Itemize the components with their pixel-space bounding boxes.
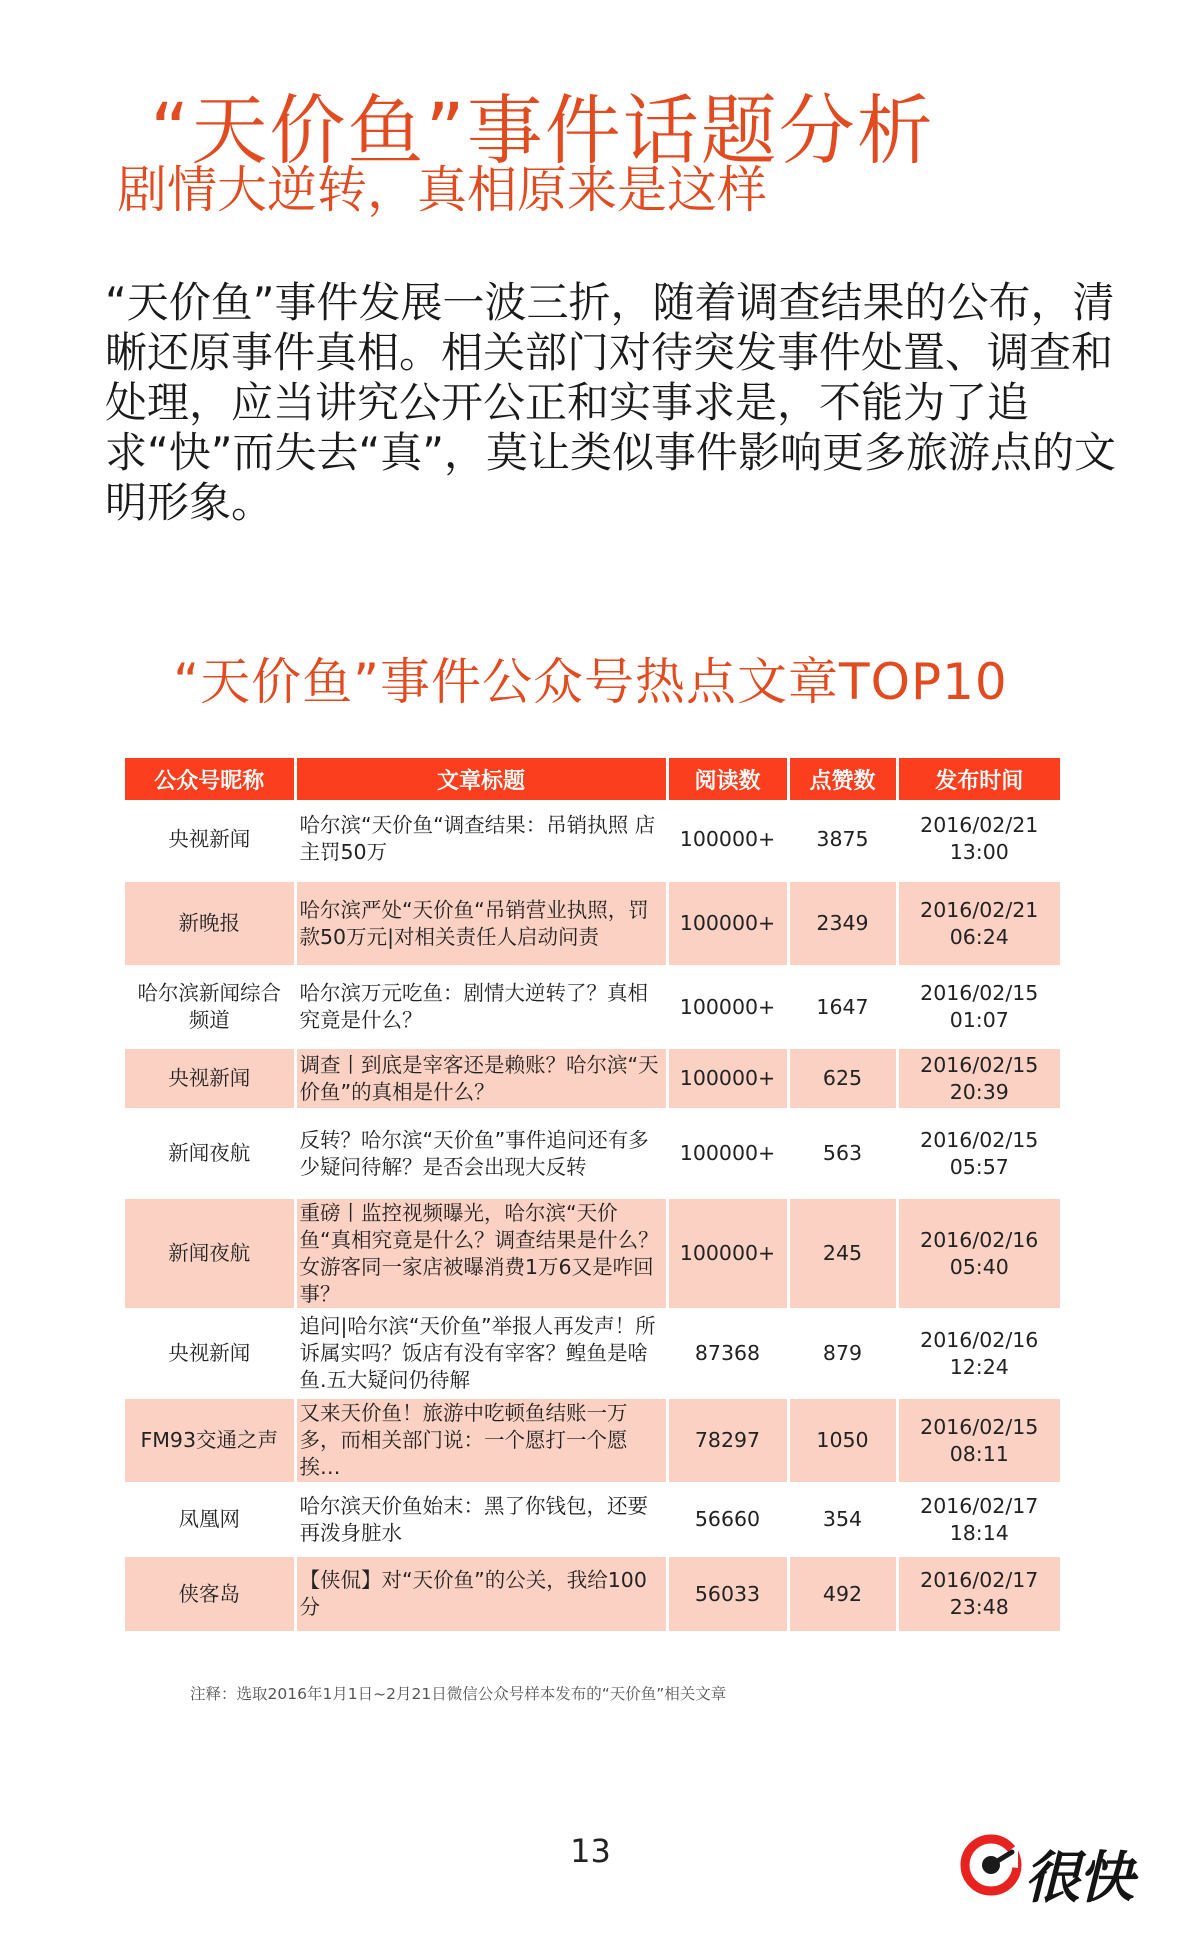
column-header-account: 公众号昵称 <box>125 758 295 800</box>
cell-account: 凤凰网 <box>125 1484 295 1555</box>
cell-title: 调查丨到底是宰客还是赖账？哈尔滨“天价鱼”的真相是什么？ <box>295 1047 667 1110</box>
cell-reads: 56660 <box>667 1484 788 1555</box>
cell-reads: 56033 <box>667 1555 788 1633</box>
table-row <box>125 1047 1060 1110</box>
cell-reads: 78297 <box>667 1397 788 1484</box>
cell-reads: 100000+ <box>667 1047 788 1110</box>
table-title: “天价鱼”事件公众号热点文章TOP10 <box>173 653 1008 711</box>
cell-account: 新闻夜航 <box>125 1110 295 1197</box>
table-row <box>125 1555 1060 1633</box>
page-subtitle: 剧情大逆转，真相原来是这样 <box>117 161 767 219</box>
cell-account: 侠客岛 <box>125 1555 295 1633</box>
cell-account: 哈尔滨新闻综合频道 <box>125 967 295 1047</box>
footnote: 注释：选取2016年1月1日~2月21日微信公众号样本发布的“天价鱼”相关文章 <box>190 1685 727 1703</box>
cell-time: 2016/02/16 05:40 <box>897 1197 1060 1310</box>
cell-account: 央视新闻 <box>125 1047 295 1110</box>
logo-mark-icon <box>960 1834 1022 1896</box>
cell-title: 哈尔滨万元吃鱼：剧情大逆转了？真相究竟是什么？ <box>295 967 667 1047</box>
cell-time: 2016/02/17 23:48 <box>897 1555 1060 1633</box>
cell-reads: 100000+ <box>667 967 788 1047</box>
cell-likes: 625 <box>788 1047 897 1110</box>
cell-time: 2016/02/15 05:57 <box>897 1110 1060 1197</box>
table-row <box>125 1310 1060 1397</box>
cell-likes: 245 <box>788 1197 897 1310</box>
table-row <box>125 880 1060 967</box>
cell-likes: 879 <box>788 1310 897 1397</box>
cell-time: 2016/02/16 12:24 <box>897 1310 1060 1397</box>
cell-time: 2016/02/21 06:24 <box>897 880 1060 967</box>
table-row <box>125 1397 1060 1484</box>
cell-time: 2016/02/21 13:00 <box>897 800 1060 880</box>
table-row <box>125 800 1060 880</box>
brand-logo <box>960 1832 1145 1911</box>
cell-account: FM93交通之声 <box>125 1397 295 1484</box>
column-header-reads: 阅读数 <box>667 758 788 800</box>
column-header-title: 文章标题 <box>295 758 667 800</box>
cell-title: 哈尔滨“天价鱼“调查结果：吊销执照 店主罚50万 <box>295 800 667 880</box>
cell-likes: 492 <box>788 1555 897 1633</box>
cell-account: 央视新闻 <box>125 1310 295 1397</box>
column-header-likes: 点赞数 <box>788 758 897 800</box>
cell-reads: 100000+ <box>667 1110 788 1197</box>
cell-reads: 100000+ <box>667 1197 788 1310</box>
cell-account: 新闻夜航 <box>125 1197 295 1310</box>
cell-likes: 563 <box>788 1110 897 1197</box>
cell-account: 央视新闻 <box>125 800 295 880</box>
top10-articles-table <box>125 758 1060 1635</box>
intro-paragraph: “天价鱼”事件发展一波三折，随着调查结果的公布，清晰还原事件真相。相关部门对待突发事件处置、调查和处理，应当讲究公开公正和实事求是，不能为了追求“快”而失去“真”，莫让类似事件影响更多旅游点的文明形象。 <box>105 278 1117 527</box>
cell-reads: 87368 <box>667 1310 788 1397</box>
table-row <box>125 967 1060 1047</box>
logo-text: 很快 <box>1024 1846 1132 1911</box>
cell-likes: 1647 <box>788 967 897 1047</box>
cell-title: 又来天价鱼！旅游中吃顿鱼结账一万多，而相关部门说：一个愿打一个愿挨… <box>295 1397 667 1484</box>
cell-title: 【侠侃】对“天价鱼”的公关，我给100分 <box>295 1555 667 1633</box>
cell-time: 2016/02/15 20:39 <box>897 1047 1060 1110</box>
table-header-row <box>125 758 1060 800</box>
cell-title: 哈尔滨天价鱼始末：黑了你钱包，还要再泼身脏水 <box>295 1484 667 1555</box>
cell-account: 新晚报 <box>125 880 295 967</box>
page-number: 13 <box>570 1832 611 1870</box>
page-title: “天价鱼”事件话题分析 <box>150 86 935 175</box>
cell-title: 重磅丨监控视频曝光，哈尔滨“天价鱼“真相究竟是什么？调查结果是什么？女游客同一家店被曝消费1万6又是咋回事？ <box>295 1197 667 1310</box>
cell-title: 哈尔滨严处“天价鱼“吊销营业执照，罚款50万元|对相关责任人启动问责 <box>295 880 667 967</box>
column-header-time: 发布时间 <box>897 758 1060 800</box>
table-row <box>125 1484 1060 1555</box>
cell-time: 2016/02/17 18:14 <box>897 1484 1060 1555</box>
cell-reads: 100000+ <box>667 880 788 967</box>
cell-likes: 3875 <box>788 800 897 880</box>
table-row <box>125 1197 1060 1310</box>
table-row <box>125 1110 1060 1197</box>
cell-time: 2016/02/15 08:11 <box>897 1397 1060 1484</box>
cell-likes: 2349 <box>788 880 897 967</box>
cell-reads: 100000+ <box>667 800 788 880</box>
cell-title: 反转？哈尔滨“天价鱼”事件追问还有多少疑问待解？是否会出现大反转 <box>295 1110 667 1197</box>
cell-likes: 354 <box>788 1484 897 1555</box>
cell-time: 2016/02/15 01:07 <box>897 967 1060 1047</box>
cell-likes: 1050 <box>788 1397 897 1484</box>
cell-title: 追问|哈尔滨“天价鱼”举报人再发声！所诉属实吗？饭店有没有宰客？鳇鱼是啥鱼.五大疑问仍待解 <box>295 1310 667 1397</box>
